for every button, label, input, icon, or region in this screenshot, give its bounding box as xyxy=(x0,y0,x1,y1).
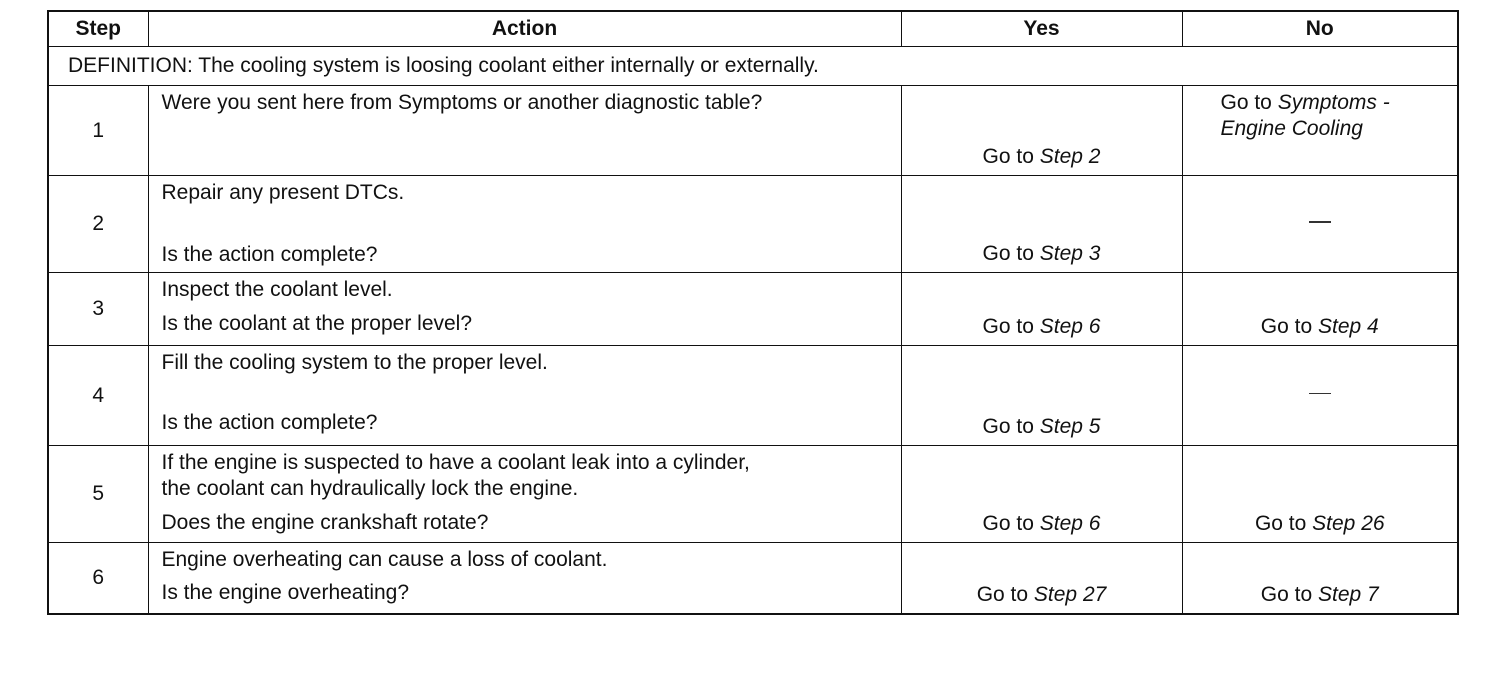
action-cell xyxy=(148,86,901,176)
table-row xyxy=(48,543,1458,614)
no-symptoms-link-cont: Engine Cooling xyxy=(1220,117,1363,140)
yes-step-link: Step 5 xyxy=(1039,415,1101,438)
yes-step-link: Step 3 xyxy=(1039,242,1101,265)
action-line: Fill the cooling system to the proper level. xyxy=(161,351,548,374)
table-row xyxy=(48,273,1458,346)
step-number: 6 xyxy=(48,543,148,614)
go-to-label: Go to xyxy=(982,145,1034,168)
yes-cell xyxy=(901,446,1182,543)
action-cell xyxy=(148,346,901,446)
yes-cell xyxy=(901,346,1182,446)
definition-text: DEFINITION: The cooling system is loosing coolant either internally or externally. xyxy=(48,47,1458,86)
no-step-link: Step 26 xyxy=(1312,512,1385,535)
yes-step-link: Step 6 xyxy=(1039,512,1101,535)
go-to-label: Go to xyxy=(982,242,1034,265)
step-number: 3 xyxy=(48,273,148,346)
action-line: the coolant can hydraulically lock the engine. xyxy=(161,477,579,500)
header-step: Step xyxy=(48,11,148,47)
diagnostic-table xyxy=(47,10,1459,615)
no-cell xyxy=(1182,446,1458,543)
action-line: If the engine is suspected to have a coolant leak into a cylinder, xyxy=(161,451,750,474)
action-line: Engine overheating can cause a loss of coolant. xyxy=(161,548,608,571)
go-to-label: Go to xyxy=(1260,315,1313,338)
yes-cell xyxy=(901,86,1182,176)
go-to-label: Go to xyxy=(976,582,1029,606)
diagnostic-table-container xyxy=(47,10,1457,615)
action-line: Repair any present DTCs. xyxy=(161,181,405,204)
dash-mark xyxy=(1309,393,1331,395)
action-question: Is the coolant at the proper level? xyxy=(161,312,473,335)
action-cell xyxy=(148,176,901,273)
go-to-label: Go to xyxy=(1254,512,1307,535)
action-question: Is the action complete? xyxy=(161,243,378,266)
yes-step-link: Step 27 xyxy=(1033,582,1107,606)
definition-row xyxy=(48,47,1458,86)
no-cell xyxy=(1182,346,1458,446)
step-number: 4 xyxy=(48,346,148,446)
action-question: Is the action complete? xyxy=(161,411,378,434)
header-row xyxy=(48,11,1458,47)
step-number: 5 xyxy=(48,446,148,543)
header-action: Action xyxy=(148,11,901,47)
action-cell xyxy=(148,543,901,614)
go-to-label: Go to xyxy=(982,512,1034,535)
no-cell xyxy=(1182,176,1458,273)
action-cell xyxy=(148,273,901,346)
no-cell xyxy=(1182,273,1458,346)
yes-cell xyxy=(901,273,1182,346)
no-step-link: Step 4 xyxy=(1318,315,1379,338)
action-cell xyxy=(148,446,901,543)
table-row xyxy=(48,86,1458,176)
table-row xyxy=(48,446,1458,543)
yes-cell xyxy=(901,543,1182,614)
go-to-label: Go to xyxy=(982,315,1034,338)
header-no: No xyxy=(1182,11,1458,47)
action-line: Were you sent here from Symptoms or another diagnostic table? xyxy=(161,91,763,114)
no-step-link: Step 7 xyxy=(1318,582,1379,606)
header-yes: Yes xyxy=(901,11,1182,47)
table-row xyxy=(48,346,1458,446)
action-question: Is the engine overheating? xyxy=(161,581,410,604)
go-to-label: Go to xyxy=(1220,91,1272,114)
action-question: Does the engine crankshaft rotate? xyxy=(161,511,489,534)
no-cell xyxy=(1182,86,1458,176)
go-to-label: Go to xyxy=(982,415,1034,438)
table-row xyxy=(48,176,1458,273)
step-number: 1 xyxy=(48,86,148,176)
action-line: Inspect the coolant level. xyxy=(161,278,393,301)
yes-cell xyxy=(901,176,1182,273)
yes-step-link: Step 6 xyxy=(1039,315,1101,338)
no-symptoms-link: Symptoms - xyxy=(1277,91,1390,114)
step-number: 2 xyxy=(48,176,148,273)
dash-mark xyxy=(1309,221,1331,223)
no-cell xyxy=(1182,543,1458,614)
go-to-label: Go to xyxy=(1260,582,1313,606)
yes-step-link: Step 2 xyxy=(1039,145,1101,168)
